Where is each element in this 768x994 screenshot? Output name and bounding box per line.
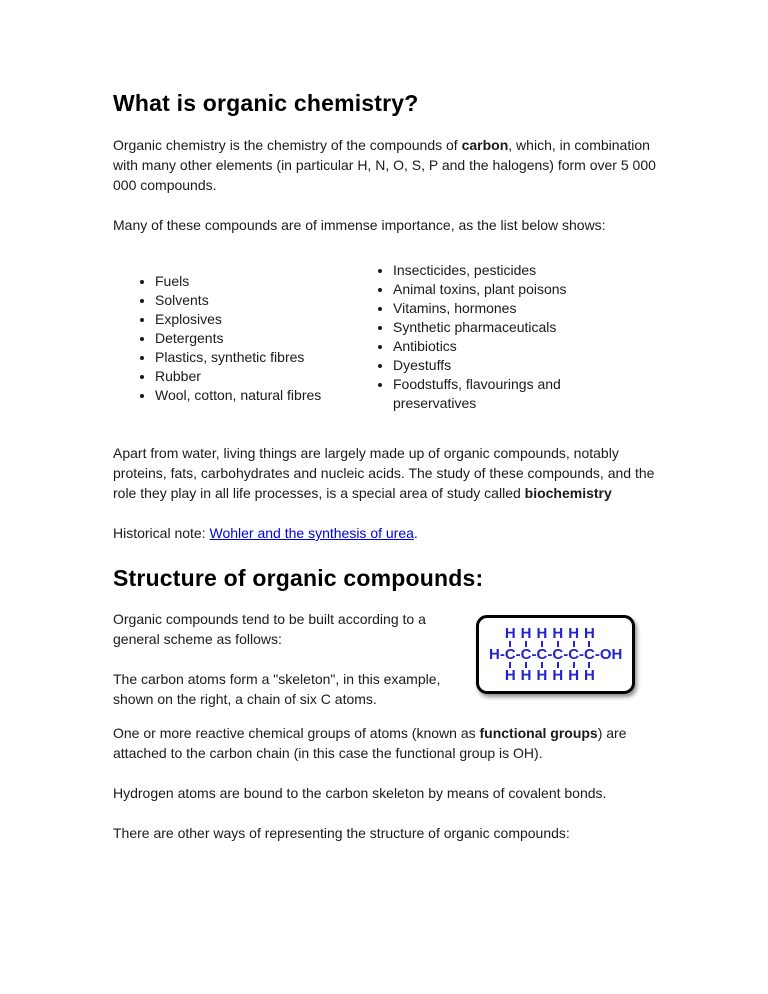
h-atom-bottom: H <box>504 667 516 684</box>
biochemistry-bold: biochemistry <box>524 485 612 501</box>
bond-hyphen: - <box>531 646 537 663</box>
molecule-carbon-column <box>521 627 532 682</box>
functional-text-start: One or more reactive chemical groups of atoms (known as <box>113 725 480 741</box>
historical-note-paragraph <box>113 523 671 543</box>
h-atom-bottom: H <box>536 667 548 684</box>
list-item: • Plastics, synthetic fibres <box>155 348 375 367</box>
page-title: What is organic chemistry? <box>113 90 419 116</box>
structure-paragraph-2: The carbon atoms form a "skeleton", in this example, shown on the right, a chain of six C atoms. <box>113 671 441 707</box>
list-item: • Fuels <box>155 272 375 291</box>
molecule-formula <box>489 627 622 682</box>
functional-text-end: ) are attached to the carbon chain (in this case the functional group is OH). <box>113 725 627 761</box>
bond-hyphen: - <box>515 646 521 663</box>
list-item: • Rubber <box>155 367 375 386</box>
h-atom-top: H <box>584 625 595 642</box>
wohler-link[interactable]: Wohler and the synthesis of urea <box>209 525 414 541</box>
list-intro-paragraph: Many of these compounds are of immense importance, as the list below shows: <box>113 217 606 233</box>
molecule-left-h: H- <box>489 646 505 663</box>
c-atom: C <box>568 646 580 663</box>
list-item: • Insecticides, pesticides <box>393 261 615 280</box>
h-atom-top: H <box>536 625 548 642</box>
structure-section <box>113 609 671 709</box>
bond-hyphen: - <box>579 646 585 663</box>
document-content <box>113 89 671 843</box>
c-atom: C <box>536 646 548 663</box>
covalent-bonds-paragraph: Hydrogen atoms are bound to the carbon skeleton by means of covalent bonds. <box>113 785 607 801</box>
molecule-carbon-column <box>552 627 563 682</box>
list-item: • Solvents <box>155 291 375 310</box>
intro-text-start: Organic chemistry is the chemistry of the compounds of <box>113 137 462 153</box>
living-things-paragraph <box>113 443 671 503</box>
list-item: • Vitamins, hormones <box>393 299 615 318</box>
h-atom-top: H <box>520 625 532 642</box>
historical-period: . <box>413 525 418 541</box>
intro-paragraph <box>113 135 671 195</box>
list-item: • Explosives <box>155 310 375 329</box>
h-atom-top: H <box>568 625 580 642</box>
list-item: • Foodstuffs, flavourings and preservatives <box>393 375 615 413</box>
section-title-structure: Structure of organic compounds: <box>113 565 484 591</box>
compound-lists <box>113 261 671 413</box>
bond-hyphen: - <box>547 646 553 663</box>
molecule-carbon-column <box>537 627 548 682</box>
c-atom: C <box>520 646 532 663</box>
h-atom-bottom: H <box>552 667 564 684</box>
h-atom-bottom: H <box>568 667 580 684</box>
compound-list-right <box>375 261 615 413</box>
molecule-diagram <box>476 615 635 694</box>
molecule-carbon-column <box>584 627 595 682</box>
functional-groups-bold: functional groups <box>479 725 598 741</box>
carbon-bold: carbon <box>461 137 509 153</box>
list-item: • Wool, cotton, natural fibres <box>155 386 375 405</box>
structure-paragraph-1: Organic compounds tend to be built according to a general scheme as follows: <box>113 611 426 647</box>
c-atom: C <box>504 646 516 663</box>
intro-text-end: , which, in combination with many other elements (in particular H, N, O, S, P and the halogens) form over 5 000 000 compounds. <box>113 137 656 193</box>
molecule-carbon-column <box>568 627 579 682</box>
closing-paragraph: There are other ways of representing the structure of organic compounds: <box>113 825 570 841</box>
compound-list-left <box>113 272 375 413</box>
c-atom: C <box>552 646 564 663</box>
living-text: Apart from water, living things are largely made up of organic compounds, notably proteins, fats, carbohydrates and nucleic acids. The study of these compounds, and the role they play in all life processes, is a special area of study called <box>113 445 655 501</box>
c-atom: C <box>584 646 595 663</box>
h-atom-bottom: H <box>584 667 595 684</box>
h-atom-bottom: H <box>520 667 532 684</box>
functional-groups-paragraph <box>113 723 671 763</box>
h-atom-top: H <box>552 625 564 642</box>
h-atom-top: H <box>504 625 516 642</box>
molecule-carbon-column <box>505 627 516 682</box>
structure-text-column <box>113 609 458 709</box>
bond-hyphen: - <box>563 646 569 663</box>
list-item: • Animal toxins, plant poisons <box>393 280 615 299</box>
list-item: • Antibiotics <box>393 337 615 356</box>
list-item: • Synthetic pharmaceuticals <box>393 318 615 337</box>
list-item: • Dyestuffs <box>393 356 615 375</box>
historical-label: Historical note: <box>113 525 210 541</box>
molecule-oh-group: -OH <box>594 646 623 663</box>
list-item: • Detergents <box>155 329 375 348</box>
